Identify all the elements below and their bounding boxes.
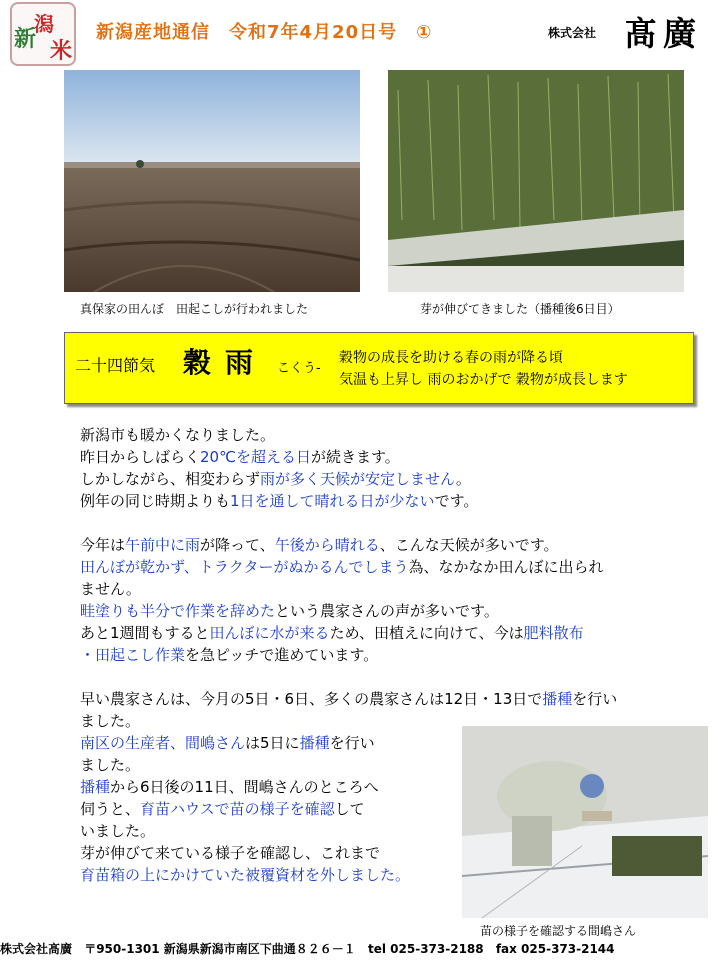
body-line: 畦塗りも半分で作業を辞めたという農家さんの声が多いです。 (80, 602, 499, 620)
body-line: 育苗箱の上にかけていた被覆資材を外しました。 (80, 866, 411, 884)
solar-term-description-2: 気温も上昇し 雨のおかげで 穀物が成長します (339, 372, 628, 388)
body-line: ません。 (80, 580, 141, 598)
footer-company: 株式会社髙廣 (0, 942, 73, 956)
body-line: しかしながら、相変わらず雨が多く天候が安定しません。 (80, 470, 471, 488)
body-line: 南区の生産者、間嶋さんは5日に播種を行い (80, 734, 375, 752)
body-line: 芽が伸びて来ている様子を確認し、これまで (80, 844, 381, 862)
solar-term-reading: こくう- (277, 361, 321, 376)
logo-char-1: 新 (14, 27, 37, 52)
company-name-large: 髙廣 (624, 14, 702, 53)
body-line: ました。 (80, 712, 141, 730)
photo-tilled-field (64, 70, 360, 292)
body-line: 田んぼが乾かず、トラクターがぬかるんでしまう為、なかなか田んぼに出られ (80, 558, 604, 576)
body-line: ・田起こし作業を急ピッチで進めています。 (80, 646, 379, 664)
body-line: 新潟市も暖かくなりました。 (80, 426, 276, 444)
body-line: 早い農家さんは、今月の5日・6日、多くの農家さんは12日・13日で播種を行い (80, 690, 618, 708)
niigata-rice-logo (10, 2, 76, 66)
body-line: 伺うと、育苗ハウスで苗の様子を確認して (80, 800, 365, 818)
body-line: いました。 (80, 822, 156, 840)
body-line: 今年は午前中に雨が降って、午後から晴れる、こんな天候が多いです。 (80, 536, 559, 554)
body-line: 昨日からしばらく20℃を超える日が続きます。 (80, 448, 400, 466)
body-line: ました。 (80, 756, 141, 774)
solar-term-box (64, 332, 694, 404)
body-line: 播種から6日後の11日、間嶋さんのところへ (80, 778, 379, 796)
footer-fax: fax 025-373-2144 (495, 942, 615, 956)
footer-tel: tel 025-373-2188 (368, 942, 484, 956)
body-line: 例年の同じ時期よりも1日を通して晴れる日が少ないです。 (80, 492, 479, 510)
footer-address: 〒950-1301 新潟県新潟市南区下曲通８２６－１ (84, 942, 356, 956)
logo-char-2: 潟 (34, 12, 54, 36)
body-line: あと1週間もすると田んぼに水が来るため、田植えに向けて、今は肥料散布 (80, 624, 584, 642)
solar-term-description-1: 穀物の成長を助ける春の雨が降る頃 (339, 350, 563, 366)
photo-caption-farmer: 苗の様子を確認する間嶋さん (480, 924, 637, 938)
photo-seedlings (388, 70, 684, 292)
newsletter-title: 新潟産地通信 令和7年4月20日号 ① (96, 22, 433, 43)
logo-char-3: 米 (50, 39, 73, 64)
company-type-label: 株式会社 (548, 26, 597, 40)
solar-term-label: 二十四節気 (75, 356, 156, 375)
footer (0, 940, 720, 957)
photo-farmer (462, 726, 708, 918)
photo-caption-field: 真保家の田んぼ 田起こしが行われました (80, 302, 309, 316)
photo-caption-seedlings: 芽が伸びてきました（播種後6日目） (420, 302, 620, 316)
solar-term-name: 穀雨 (183, 346, 268, 379)
